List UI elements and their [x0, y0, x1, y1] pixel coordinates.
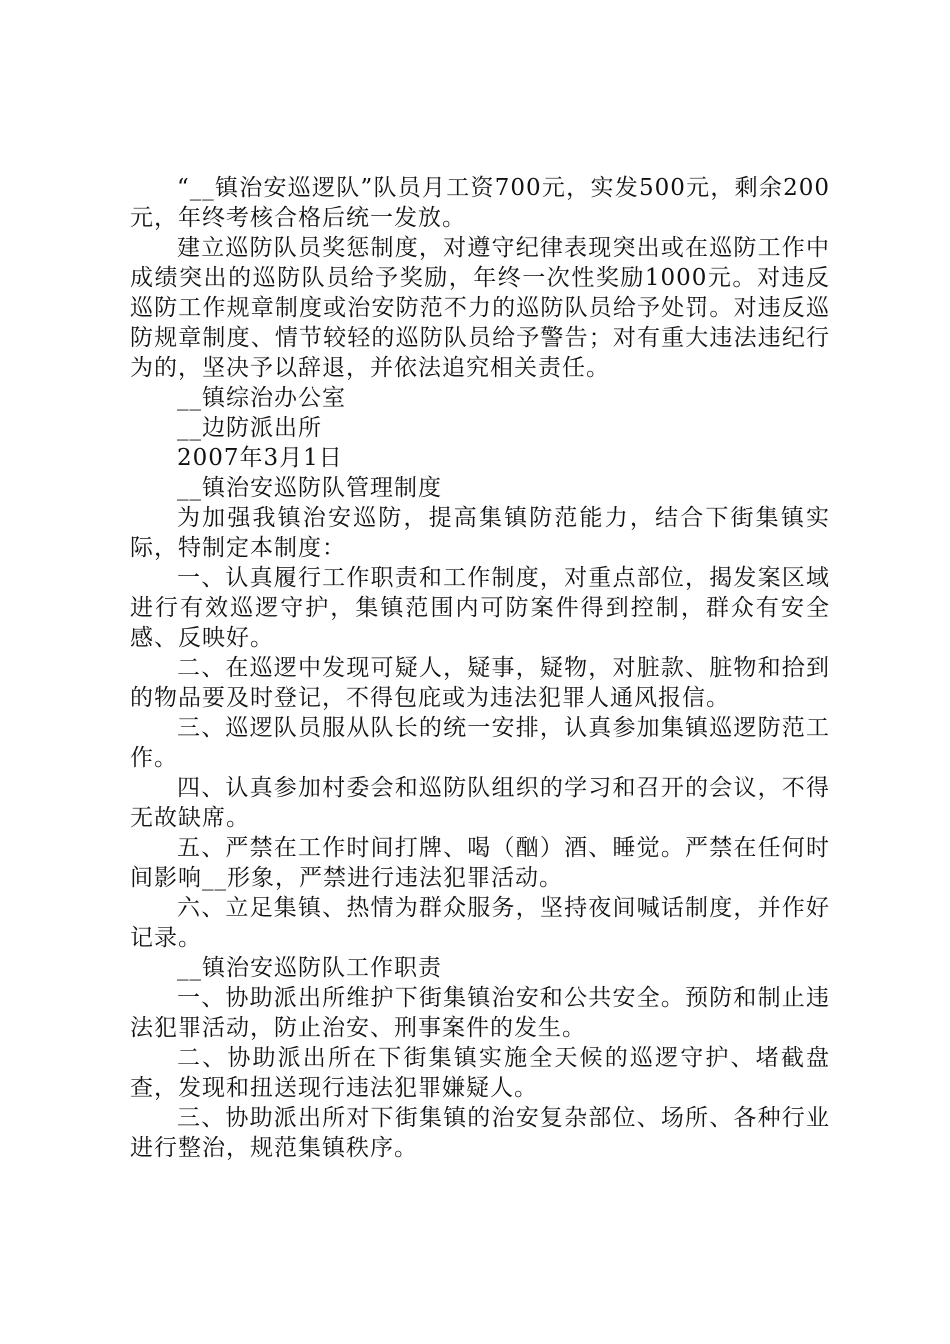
- rule-item-2: 二、在巡逻中发现可疑人，疑事，疑物，对脏款、脏物和拾到的物品要及时登记，不得包庇或为违法犯罪人通风报信。: [130, 655, 830, 711]
- rule-item-1: 一、认真履行工作职责和工作制度，对重点部位，揭发案区域进行有效巡逻守护，集镇范围内可防案件得到控制，群众有安全感、反映好。: [130, 565, 830, 651]
- paragraph-salary: “__镇治安巡逻队”队员月工资700元，实发500元，剩余200元，年终考核合格后统一发放。: [130, 175, 830, 231]
- rule-item-4: 四、认真参加村委会和巡防队组织的学习和召开的会议，不得无故缺席。: [130, 775, 830, 831]
- paragraph-intro: 为加强我镇治安巡防，提高集镇防范能力，结合下街集镇实际，特制定本制度：: [130, 505, 830, 561]
- paragraph-reward-penalty: 建立巡防队员奖惩制度，对遵守纪律表现突出或在巡防工作中成绩突出的巡防队员给予奖励，年终一次性奖励1000元。对违反巡防工作规章制度或治安防范不力的巡防队员给予处罚。对违反巡防规章制度、情节较轻的巡防队员给予警告；对有重大违法违纪行为的，坚决予以辞退，并依法追究相关责任。: [130, 235, 830, 381]
- section-title-duties: __镇治安巡防队工作职责: [177, 955, 442, 981]
- rule-item-6: 六、立足集镇、热情为群众服务，坚持夜间喊话制度，并作好记录。: [130, 895, 830, 951]
- rule-item-3: 三、巡逻队员服从队长的统一安排，认真参加集镇巡逻防范工作。: [130, 715, 830, 771]
- document-body: [130, 173, 830, 1163]
- signature-office: __镇综治办公室: [177, 385, 346, 411]
- rule-item-5: 五、严禁在工作时间打牌、喝（酗）酒、睡觉。严禁在任何时间影响__形象，严禁进行违法犯罪活动。: [130, 835, 830, 891]
- duty-item-2: 二、协助派出所在下街集镇实施全天候的巡逻守护、堵截盘查，发现和扭送现行违法犯罪嫌疑人。: [130, 1045, 830, 1101]
- duty-item-1: 一、协助派出所维护下街集镇治安和公共安全。预防和制止违法犯罪活动，防止治安、刑事案件的发生。: [130, 985, 830, 1041]
- signature-date: 2007年3月1日: [177, 445, 343, 471]
- signature-police-station: __边防派出所: [177, 415, 322, 441]
- section-title-management: __镇治安巡防队管理制度: [177, 475, 442, 501]
- duty-item-3: 三、协助派出所对下街集镇的治安复杂部位、场所、各种行业进行整治，规范集镇秩序。: [130, 1105, 830, 1161]
